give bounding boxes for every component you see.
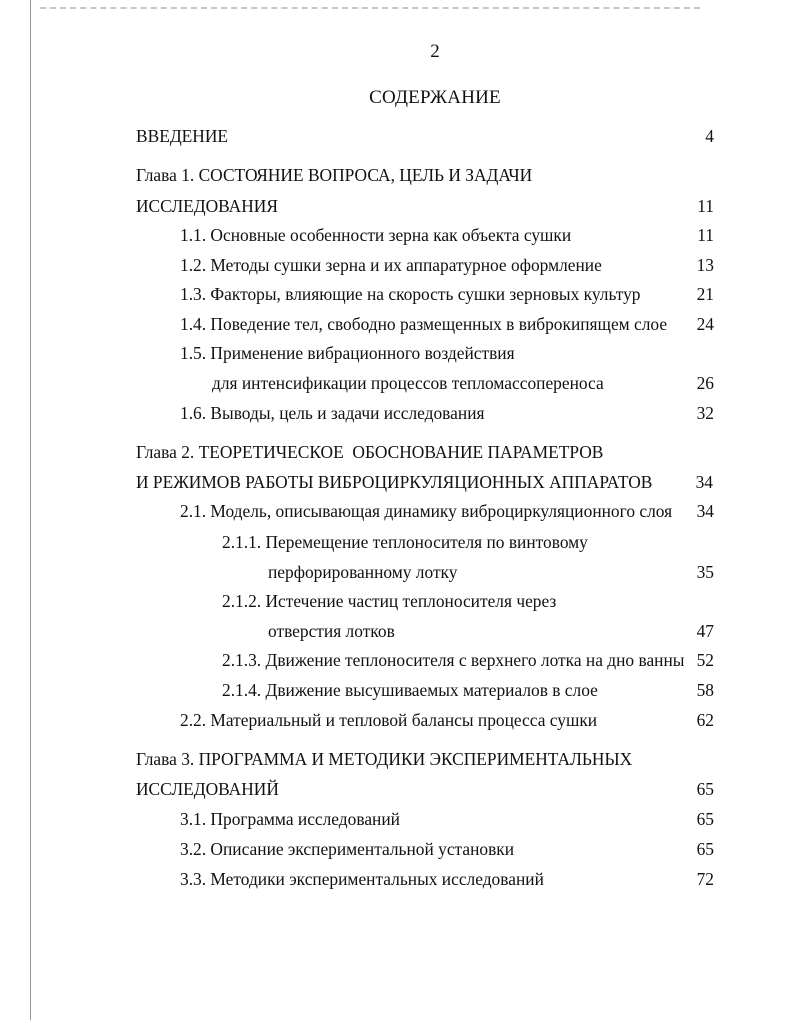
toc-entry-1-4 (0, 311, 793, 337)
toc-entry-title: 3.3. Методики экспериментальных исследований (180, 869, 544, 889)
toc-entry-title: Глава 3. ПРОГРАММА И МЕТОДИКИ ЭКСПЕРИМЕНТАЛЬНЫХ (136, 749, 633, 769)
toc-entry-2-2 (0, 707, 793, 733)
toc-entry-title: 3.1. Программа исследований (180, 809, 400, 829)
toc-entry-page: 58 (696, 680, 714, 700)
toc-entry-page: 11 (697, 225, 714, 245)
toc-entry-2-1-3 (0, 647, 793, 673)
toc-entry-page: 35 (696, 562, 714, 582)
toc-entry-chapter-2 (0, 439, 793, 465)
toc-entry-page: 62 (696, 710, 714, 730)
toc-entry-chapter-1-cont (0, 193, 793, 219)
toc-entry-1-6 (0, 400, 793, 426)
toc-entry-chapter-3-cont (0, 776, 793, 802)
toc-entry-title: 2.1.3. Движение теплоносителя с верхнего лотка на дно ванны (222, 650, 685, 670)
toc-entry-page: 11 (697, 196, 714, 216)
toc-entry-title: 1.4. Поведение тел, свободно размещенных в виброкипящем слое (180, 314, 668, 334)
toc-entry-page: 65 (696, 839, 714, 859)
toc-entry-3-1 (0, 806, 793, 832)
toc-entry-1-2 (0, 252, 793, 278)
toc-entry-2-1-2 (0, 588, 793, 614)
toc-entry-title: 1.5. Применение вибрационного воздействия (180, 343, 515, 363)
toc-entry-page: 21 (696, 284, 714, 304)
toc-entry-title: отверстия лотков (268, 621, 395, 641)
toc-entry-title: 2.1.4. Движение высушиваемых материалов в слое (222, 680, 598, 700)
toc-entry-title: 2.2. Материальный и тепловой балансы процесса сушки (180, 710, 598, 730)
toc-entry-chapter-1 (0, 162, 793, 188)
toc-entry-2-1-2-cont (0, 618, 793, 644)
toc-entry-1-5-cont (0, 370, 793, 396)
toc-entry-title: 1.3. Факторы, влияющие на скорость сушки зерновых культур (180, 284, 641, 304)
toc-entry-title: ИССЛЕДОВАНИЯ (136, 196, 278, 216)
toc-entry-3-3 (0, 866, 793, 892)
toc-entry-page: 52 (696, 650, 714, 670)
toc-entry-chapter-3 (0, 746, 793, 772)
toc-title: СОДЕРЖАНИЕ (369, 87, 501, 108)
toc-entry-2-1-1-cont (0, 559, 793, 585)
toc-entry-title: И РЕЖИМОВ РАБОТЫ ВИБРОЦИРКУЛЯЦИОННЫХ АППАРАТОВ (136, 472, 653, 492)
toc-entry-2-1 (0, 498, 793, 524)
toc-entry-title: 2.1.1. Перемещение теплоносителя по винтовому (222, 532, 588, 552)
toc-entry-title: ВВЕДЕНИЕ (136, 126, 229, 146)
toc-entry-title: Глава 1. СОСТОЯНИЕ ВОПРОСА, ЦЕЛЬ И ЗАДАЧИ (136, 165, 533, 185)
toc-entry-2-1-1 (0, 529, 793, 555)
toc-entry-page: 65 (696, 779, 714, 799)
toc-entry-title: 2.1. Модель, описывающая динамику виброциркуляционного слоя (180, 501, 673, 521)
toc-entry-1-1 (0, 222, 793, 248)
toc-entry-page: 72 (696, 869, 714, 889)
toc-entry-title: для интенсификации процессов тепломассопереноса (212, 373, 604, 393)
toc-entry-2-1-4 (0, 677, 793, 703)
toc-entry-page: 47 (696, 621, 714, 641)
toc-entry-page: 34 (695, 472, 713, 492)
toc-entry-3-2 (0, 836, 793, 862)
toc-entry-title: 1.2. Методы сушки зерна и их аппаратурное оформление (180, 255, 602, 275)
toc-entry-title: Глава 2. ТЕОРЕТИЧЕСКОЕ ОБОСНОВАНИЕ ПАРАМЕТРОВ (136, 442, 604, 462)
toc-entry-page: 32 (696, 403, 714, 423)
toc-entry-page: 13 (696, 255, 714, 275)
toc-entry-introduction (0, 123, 793, 149)
toc-entry-page: 26 (696, 373, 714, 393)
toc-entry-1-3 (0, 281, 793, 307)
toc-entry-chapter-2-cont (0, 469, 793, 495)
toc-entry-title: ИССЛЕДОВАНИЙ (136, 779, 279, 799)
toc-entry-title: 1.6. Выводы, цель и задачи исследования (180, 403, 485, 423)
toc-entry-1-5 (0, 340, 793, 366)
toc-entry-title: перфорированному лотку (268, 562, 458, 582)
toc-entry-page: 34 (696, 501, 714, 521)
toc-entry-page: 4 (705, 126, 714, 146)
toc-entry-title: 1.1. Основные особенности зерна как объекта сушки (180, 225, 572, 245)
page-number: 2 (430, 41, 440, 62)
toc-entry-page: 24 (696, 314, 714, 334)
toc-entry-page: 65 (696, 809, 714, 829)
toc-entry-title: 2.1.2. Истечение частиц теплоносителя через (222, 591, 557, 611)
toc-entry-title: 3.2. Описание экспериментальной установки (180, 839, 515, 859)
